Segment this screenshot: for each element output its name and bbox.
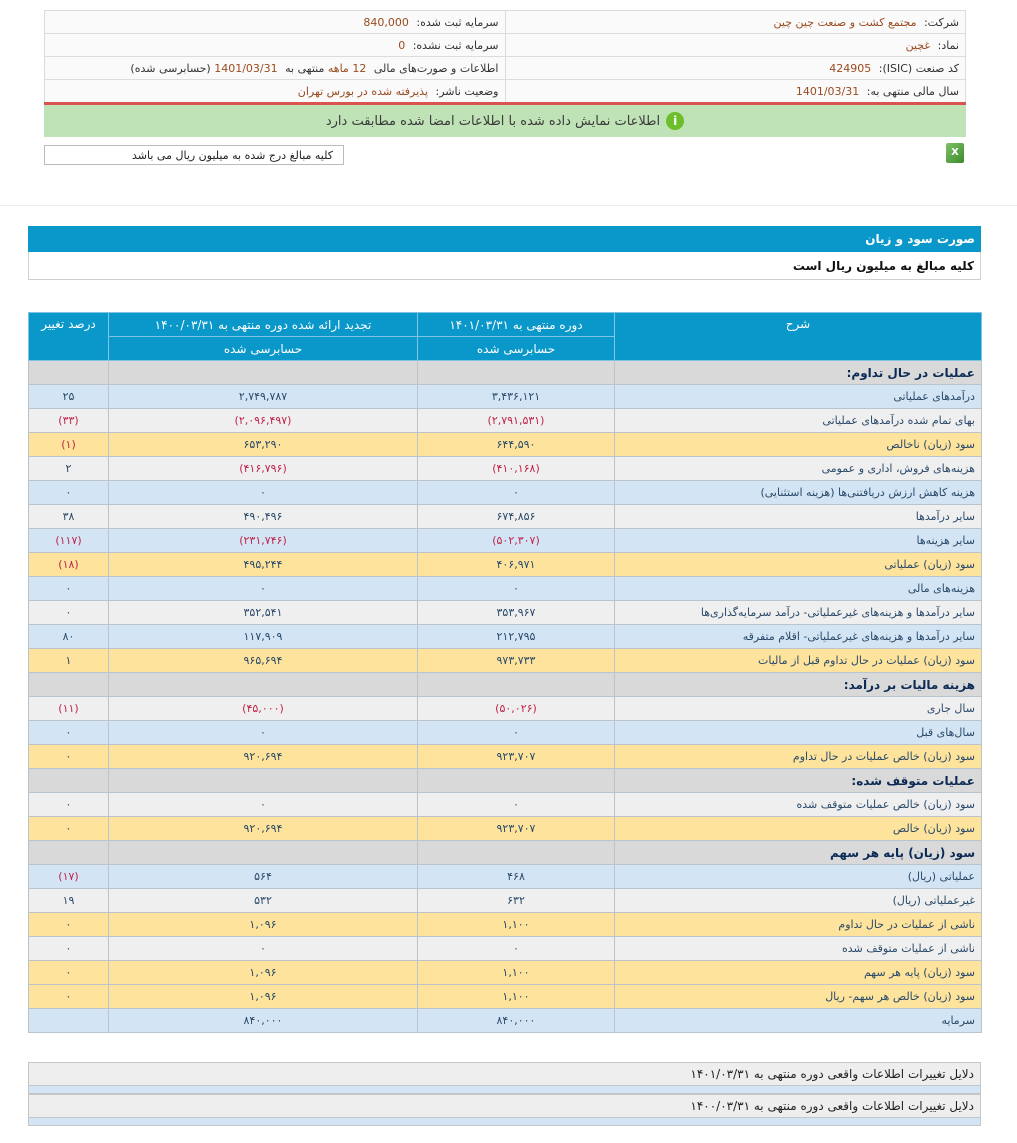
row-prior-value: (۴۵,۰۰۰) [109,697,418,721]
row-current-value: ۰ [418,577,615,601]
row-change-pct: (۱۸) [29,553,109,577]
row-current-value: ۰ [418,721,615,745]
row-description: سایر درآمدها و هزینه‌های غیرعملیاتی- اقلام متفرقه [615,625,982,649]
row-current-value: ۰ [418,793,615,817]
row-prior-value: (۲,۰۹۶,۴۹۷) [109,409,418,433]
row-current-value: ۶۷۴,۸۵۶ [418,505,615,529]
row-prior-value: ۶۵۳,۲۹۰ [109,433,418,457]
table-row [29,481,982,505]
row-description: بهای تمام شده درآمدهای عملیاتی [615,409,982,433]
col-header-current-period: دوره منتهی به ۱۴۰۱/۰۳/۳۱ [418,313,615,337]
row-current-value: ۳۵۳,۹۶۷ [418,601,615,625]
row-prior-value: ۱,۰۹۶ [109,913,418,937]
excel-export-icon[interactable]: X [946,143,964,163]
row-description: ناشی از عملیات متوقف شده [615,937,982,961]
row-change-pct [29,841,109,865]
table-row [29,385,982,409]
row-description: عملیات در حال تداوم: [615,361,982,385]
row-change-pct [29,673,109,697]
row-change-pct: ۰ [29,937,109,961]
table-row [29,409,982,433]
row-change-pct: ۳۸ [29,505,109,529]
row-current-value [418,841,615,865]
row-prior-value: ۰ [109,721,418,745]
table-row [29,865,982,889]
fiscal-year-value: 1401/03/31 [795,84,860,98]
row-current-value: ۱,۱۰۰ [418,985,615,1009]
col-header-prior-status: حسابرسی شده [109,337,418,361]
row-current-value: ۹۷۳,۷۳۳ [418,649,615,673]
fiscal-year-label: سال مالی منتهی به: [866,84,959,98]
row-current-value: (۲,۷۹۱,۵۳۱) [418,409,615,433]
publisher-status-label: وضعیت ناشر: [435,84,499,98]
row-current-value: ۴۰۶,۹۷۱ [418,553,615,577]
row-description: سود (زیان) پایه هر سهم [615,841,982,865]
registered-capital-label: سرمایه ثبت شده: [416,15,499,29]
table-row [29,1009,982,1033]
row-description: سال‌های قبل [615,721,982,745]
row-current-value: ۱,۱۰۰ [418,913,615,937]
section-row [29,673,982,697]
row-change-pct: ۸۰ [29,625,109,649]
row-current-value: ۰ [418,937,615,961]
row-prior-value: ۰ [109,481,418,505]
change-reason-current: دلایل تغییرات اطلاعات واقعی دوره منتهی به ۱۴۰۱/۰۳/۳۱ [28,1062,981,1086]
table-row [29,697,982,721]
row-description: سود (زیان) خالص [615,817,982,841]
row-change-pct: ۰ [29,793,109,817]
row-current-value: (۵۰۲,۳۰۷) [418,529,615,553]
unit-note [44,145,344,165]
row-prior-value: ۰ [109,937,418,961]
row-change-pct [29,769,109,793]
row-description: ناشی از عملیات در حال تداوم [615,913,982,937]
income-statement-table [28,312,982,1033]
income-statement-body [29,361,982,1033]
table-row [29,913,982,937]
row-prior-value [109,361,418,385]
section-row [29,361,982,385]
company-info-table [44,10,966,103]
table-row [29,745,982,769]
row-change-pct: ۰ [29,961,109,985]
row-description: سایر هزینه‌ها [615,529,982,553]
row-prior-value: ۳۵۲,۵۴۱ [109,601,418,625]
section-title: صورت سود و زیان [28,226,981,252]
company-label: شرکت: [923,15,959,29]
row-current-value: ۶۳۲ [418,889,615,913]
info-icon: i [666,112,684,130]
row-description: هزینه‌های فروش، اداری و عمومی [615,457,982,481]
change-reason-prior-value [28,1118,981,1126]
company-value: مجتمع کشت و صنعت چین چین [773,15,917,29]
isic-cell [505,57,966,80]
row-change-pct: ۰ [29,481,109,505]
table-row [29,721,982,745]
fiscal-year-cell [505,80,966,103]
row-description: درآمدهای عملیاتی [615,385,982,409]
row-prior-value: ۵۶۴ [109,865,418,889]
row-description: غیرعملیاتی (ریال) [615,889,982,913]
row-change-pct: (۱۱) [29,697,109,721]
statements-label: اطلاعات و صورت‌های مالی [373,61,499,75]
registered-capital-cell [45,11,506,34]
row-description: سود (زیان) خالص عملیات در حال تداوم [615,745,982,769]
row-prior-value: ۹۲۰,۶۹۴ [109,817,418,841]
unit-note-text: کلیه مبالغ درج شده به میلیون ریال می باشد [132,148,333,162]
banner-text: اطلاعات نمایش داده شده با اطلاعات امضا شده مطابقت دارد [325,113,661,129]
col-header-prior-period: تجدید ارائه شده دوره منتهی به ۱۴۰۰/۰۳/۳۱ [109,313,418,337]
statements-status: (حسابرسی شده) [130,61,211,75]
row-prior-value: ۵۳۲ [109,889,418,913]
isic-value: 424905 [829,61,872,75]
row-change-pct: ۰ [29,577,109,601]
row-current-value: ۸۴۰,۰۰۰ [418,1009,615,1033]
row-prior-value: (۴۱۶,۷۹۶) [109,457,418,481]
row-description: سال جاری [615,697,982,721]
table-row [29,625,982,649]
table-row [29,793,982,817]
verification-banner [44,105,966,137]
row-change-pct: ۰ [29,913,109,937]
row-current-value: ۴۶۸ [418,865,615,889]
table-row [29,505,982,529]
table-row [29,985,982,1009]
unregistered-capital-cell [45,34,506,57]
col-header-description: شرح [615,313,982,361]
row-description: سود (زیان) خالص هر سهم- ریال [615,985,982,1009]
row-change-pct: (۱) [29,433,109,457]
table-row [29,937,982,961]
row-prior-value [109,841,418,865]
table-row [29,457,982,481]
row-change-pct: ۱۹ [29,889,109,913]
statements-period: 12 ماهه [327,61,367,75]
row-prior-value: ۰ [109,577,418,601]
row-prior-value: ۴۹۵,۲۴۴ [109,553,418,577]
table-row [29,961,982,985]
unregistered-capital-label: سرمایه ثبت نشده: [412,38,499,52]
row-prior-value: ۲,۷۴۹,۷۸۷ [109,385,418,409]
col-header-change-pct: درصد تغییر [29,313,109,361]
row-current-value: ۲۱۲,۷۹۵ [418,625,615,649]
row-prior-value: (۲۳۱,۷۴۶) [109,529,418,553]
table-row [29,553,982,577]
statements-date: 1401/03/31 [214,61,278,75]
row-description: سود (زیان) عملیات در حال تداوم قبل از مالیات [615,649,982,673]
row-description: هزینه کاهش ارزش دریافتنی‌ها (هزینه استثنایی) [615,481,982,505]
table-row [29,889,982,913]
row-change-pct [29,361,109,385]
row-prior-value: ۱,۰۹۶ [109,985,418,1009]
row-description: هزینه مالیات بر درآمد: [615,673,982,697]
publisher-status-value: پذیرفته شده در بورس تهران [297,84,429,98]
row-change-pct: ۰ [29,985,109,1009]
publisher-status-cell [45,80,506,103]
row-prior-value: ۹۶۵,۶۹۴ [109,649,418,673]
row-description: سود (زیان) عملیاتی [615,553,982,577]
row-current-value: ۹۲۳,۷۰۷ [418,745,615,769]
table-row [29,649,982,673]
table-row [29,817,982,841]
row-current-value [418,361,615,385]
row-prior-value: ۸۴۰,۰۰۰ [109,1009,418,1033]
row-change-pct: ۰ [29,817,109,841]
row-prior-value: ۱۱۷,۹۰۹ [109,625,418,649]
symbol-value: غچین [905,38,931,52]
row-prior-value [109,673,418,697]
row-description: سود (زیان) پایه هر سهم [615,961,982,985]
symbol-label: نماد: [937,38,959,52]
row-current-value: (۴۱۰,۱۶۸) [418,457,615,481]
row-current-value: ۶۴۴,۵۹۰ [418,433,615,457]
row-current-value: ۰ [418,481,615,505]
change-reason-prior: دلایل تغییرات اطلاعات واقعی دوره منتهی به ۱۴۰۰/۰۳/۳۱ [28,1094,981,1118]
row-change-pct: (۱۱۷) [29,529,109,553]
row-change-pct: ۰ [29,601,109,625]
statements-ending: منتهی به [285,61,325,75]
row-current-value: ۳,۴۳۶,۱۲۱ [418,385,615,409]
row-description: عملیات متوقف شده: [615,769,982,793]
row-change-pct: ۱ [29,649,109,673]
row-change-pct: ۰ [29,745,109,769]
row-prior-value: ۰ [109,793,418,817]
separator [0,205,1017,206]
section-row [29,841,982,865]
unregistered-capital-value: 0 [398,38,406,52]
row-description: سرمایه [615,1009,982,1033]
section-row [29,769,982,793]
row-current-value [418,769,615,793]
isic-label: کد صنعت (ISIC): [878,61,959,75]
table-row [29,601,982,625]
row-prior-value: ۹۲۰,۶۹۴ [109,745,418,769]
change-reason-current-value [28,1086,981,1094]
row-change-pct [29,1009,109,1033]
col-header-current-status: حسابرسی شده [418,337,615,361]
symbol-cell [505,34,966,57]
row-current-value: ۹۲۳,۷۰۷ [418,817,615,841]
company-cell [505,11,966,34]
row-change-pct: (۳۳) [29,409,109,433]
row-change-pct: (۱۷) [29,865,109,889]
row-description: سایر درآمدها [615,505,982,529]
row-change-pct: ۲۵ [29,385,109,409]
row-prior-value: ۴۹۰,۴۹۶ [109,505,418,529]
row-description: سود (زیان) خالص عملیات متوقف شده [615,793,982,817]
row-change-pct: ۲ [29,457,109,481]
row-change-pct: ۰ [29,721,109,745]
row-current-value: (۵۰,۰۲۶) [418,697,615,721]
table-row [29,433,982,457]
row-current-value [418,673,615,697]
section-subtitle: کلیه مبالغ به میلیون ریال است [28,252,981,280]
table-row [29,577,982,601]
row-description: عملیاتی (ریال) [615,865,982,889]
row-current-value: ۱,۱۰۰ [418,961,615,985]
row-prior-value [109,769,418,793]
change-reasons [28,1062,981,1126]
statements-cell [45,57,506,80]
table-row [29,529,982,553]
row-description: سایر درآمدها و هزینه‌های غیرعملیاتی- درآمد سرمایه‌گذاری‌ها [615,601,982,625]
row-prior-value: ۱,۰۹۶ [109,961,418,985]
row-description: سود (زیان) ناخالص [615,433,982,457]
registered-capital-value: 840,000 [363,15,409,29]
row-description: هزینه‌های مالی [615,577,982,601]
